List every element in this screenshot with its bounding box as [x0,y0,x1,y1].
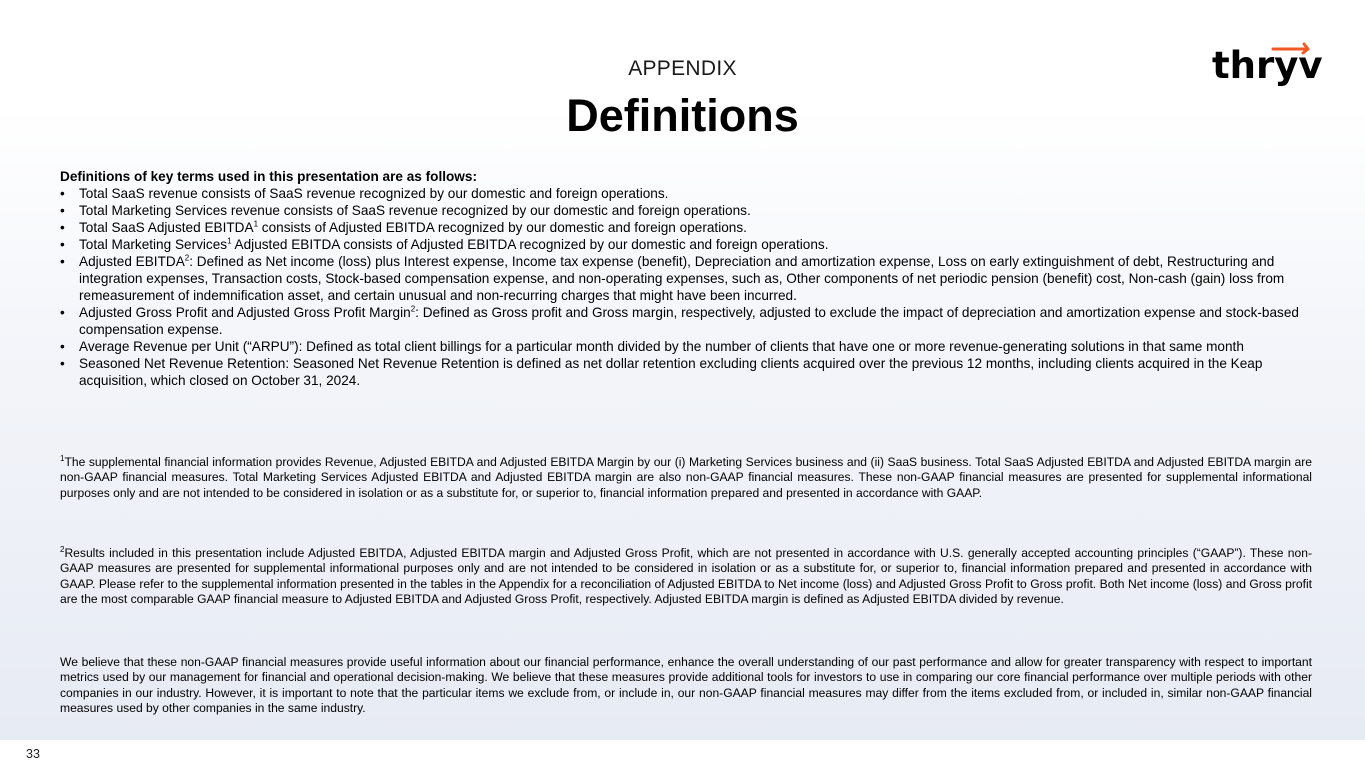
definitions-list [60,185,1312,389]
section-kicker: APPENDIX [628,57,737,80]
footnote-1: $^1$The supplemental financial information provides Revenue, Adjusted EBITDA and Adjusted EBITDA Margin by our (i) Marketing Services business and (ii) SaaS business. Total SaaS Adjusted EBITDA and Adjusted EBITDA margin are non-GAAP financial measures. Total Marketing Services Adjusted EBITDA and Adjusted EBITDA margin are also non-GAAP financial measures. These non-GAAP financial measures are presented for supplemental informational purposes only and are not intended to be considered in isolation or as a substitute for, or superior to, financial information prepared and presented in accordance with GAAP. [60,453,1312,500]
definitions-lead: Definitions of key terms used in this presentation are as follows: [60,169,477,184]
definition-item: • Total SaaS revenue consists of SaaS revenue recognized by our domestic and foreign operations. [60,185,1312,202]
definition-item: • Average Revenue per Unit (“ARPU”): Defined as total client billings for a particular month divided by the number of clients that have one or more revenue-generating solutions in that same month [60,338,1312,355]
thryv-logo [1211,40,1323,87]
definition-item: • Adjusted EBITDA$^2$: Defined as Net income (loss) plus Interest expense, Income tax expense (benefit), Depreciation and amortization expense, Loss on early extinguishment of debt, Restructuring and integration expenses, Transaction costs, Stock-based compensation expense, and non-operating expenses, such as, Other components of net periodic pension (benefit) cost, Non-cash (gain) loss from remeasurement of indemnification asset, and certain unusual and non-recurring charges that might have been incurred. [60,253,1312,304]
definitions-block [60,168,1312,389]
logo-wordmark: thryv [1212,44,1323,87]
definition-item: • Total SaaS Adjusted EBITDA$^1$ consists of Adjusted EBITDA recognized by our domestic and foreign operations. [60,219,1312,236]
non-gaap-disclaimer: We believe that these non-GAAP financial measures provide useful information about our financial performance, enhance the overall understanding of our past performance and allow for greater transparency with respect to important metrics used by our management for financial and operational decision-making. We believe that these measures provide additional tools for investors to use in comparing our core financial performance over multiple periods with other companies in our industry. However, it is important to note that the particular items we exclude from, or include in, our non-GAAP financial measures may differ from the items excluded from, or included in, similar non-GAAP financial measures used by other companies in the same industry. [60,655,1312,716]
footer-strip [0,740,1365,768]
page-number: 33 [26,747,40,761]
footnote-2: $^2$Results included in this presentation include Adjusted EBITDA, Adjusted EBITDA margin and Adjusted Gross Profit, which are not presented in accordance with U.S. generally accepted accounting principles (“GAAP”). These non-GAAP measures are presented for supplemental informational purposes only and are not intended to be considered in isolation or as a substitute for, or superior to, financial information prepared and presented in accordance with GAAP. Please refer to the supplemental information presented in the tables in the Appendix for a reconciliation of Adjusted EBITDA to Net income (loss) and Adjusted Gross Profit to Gross profit. Both Net income (loss) and Gross profit are the most comparable GAAP financial measure to Adjusted EBITDA and Adjusted Gross Profit, respectively. Adjusted EBITDA margin is defined as Adjusted EBITDA divided by revenue. [60,544,1312,607]
definition-item: • Seasoned Net Revenue Retention: Seasoned Net Revenue Retention is defined as net dollar retention excluding clients acquired over the previous 12 months, including clients acquired in the Keap acquisition, which closed on October 31, 2024. [60,355,1312,389]
page-title: Definitions [566,90,799,141]
definition-item: • Total Marketing Services$^1$ Adjusted EBITDA consists of Adjusted EBITDA recognized by our domestic and foreign operations. [60,236,1312,253]
definition-item: • Total Marketing Services revenue consists of SaaS revenue recognized by our domestic and foreign operations. [60,202,1312,219]
definition-item: • Adjusted Gross Profit and Adjusted Gross Profit Margin$^2$: Defined as Gross profit and Gross margin, respectively, adjusted to exclude the impact of depreciation and amortization expense and stock-based compensation expense. [60,304,1312,338]
